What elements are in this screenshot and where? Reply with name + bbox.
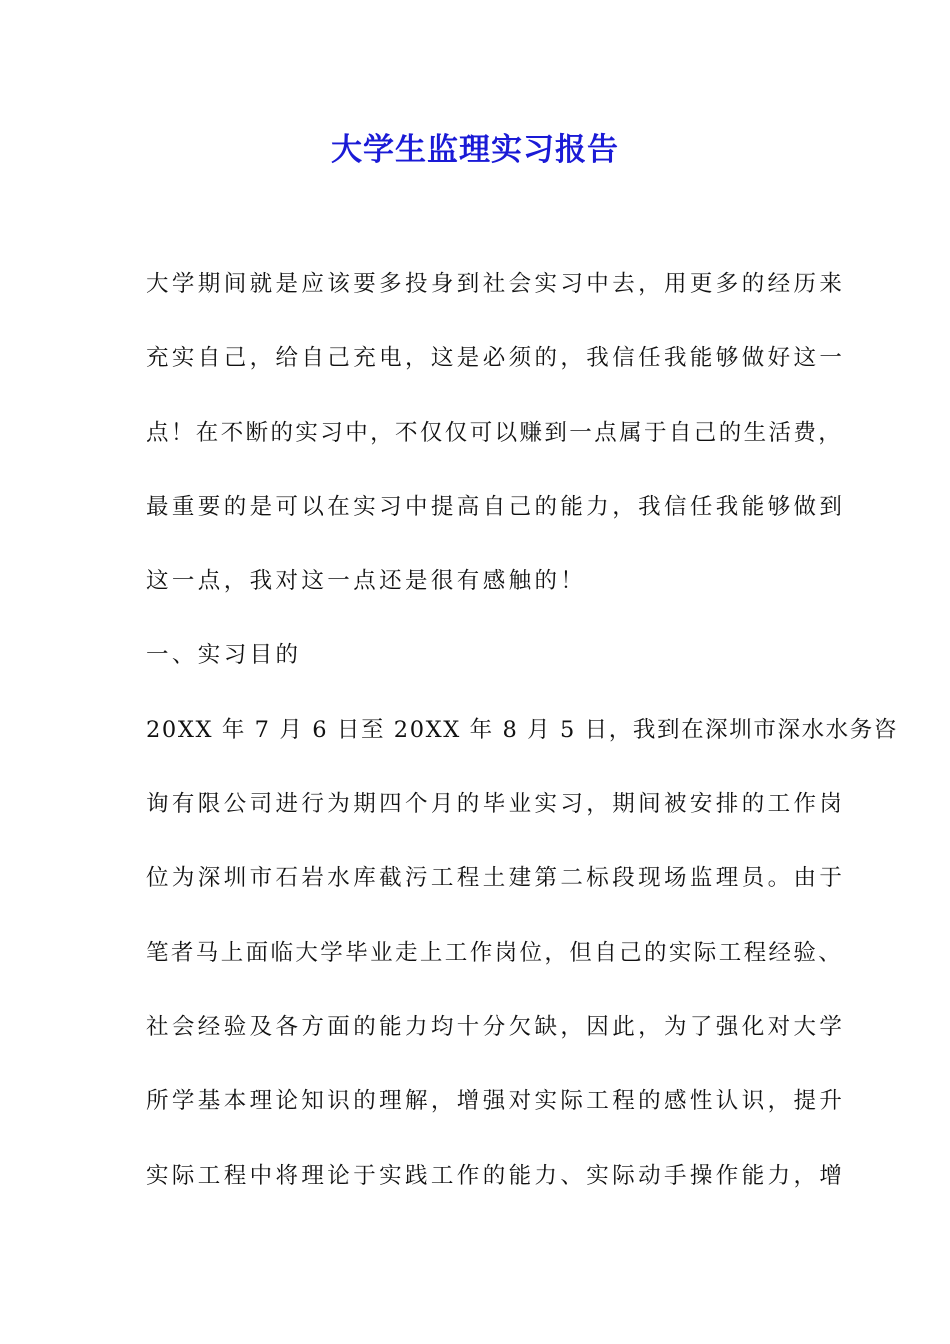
paragraph-line: 点！在不断的实习中，不仅仅可以赚到一点属于自己的生活费， [146, 419, 844, 446]
paragraph-line: 笔者马上面临大学毕业走上工作岗位，但自己的实际工程经验、 [146, 939, 844, 966]
paragraph-line: 社会经验及各方面的能力均十分欠缺，因此，为了强化对大学 [146, 1013, 846, 1040]
paragraph-line: 所学基本理论知识的理解，增强对实际工程的感性认识，提升 [146, 1088, 846, 1115]
paragraph-line: 充实自己，给自己充电，这是必须的，我信任我能够做好这一 [146, 345, 846, 372]
document-title: 大学生监理实习报告 [331, 132, 619, 168]
paragraph-line: 位为深圳市石岩水库截污工程土建第二标段现场监理员。由于 [146, 865, 846, 892]
paragraph-line: 询有限公司进行为期四个月的毕业实习，期间被安排的工作岗 [146, 791, 846, 818]
paragraph-line: 20XX 年 7 月 6 日至 20XX 年 8 月 5 日，我到在深圳市深水水务咨 [146, 716, 898, 743]
paragraph-line: 实际工程中将理论于实践工作的能力、实际动手操作能力，增 [146, 1162, 846, 1189]
paragraph-line: 最重要的是可以在实习中提高自己的能力，我信任我能够做到 [146, 493, 846, 520]
paragraph-line: 这一点，我对这一点还是很有感触的！ [146, 568, 587, 595]
document-body [146, 262, 898, 1228]
section-heading: 一、实习目的 [146, 642, 302, 669]
paragraph-line: 大学期间就是应该要多投身到社会实习中去，用更多的经历来 [146, 271, 846, 297]
